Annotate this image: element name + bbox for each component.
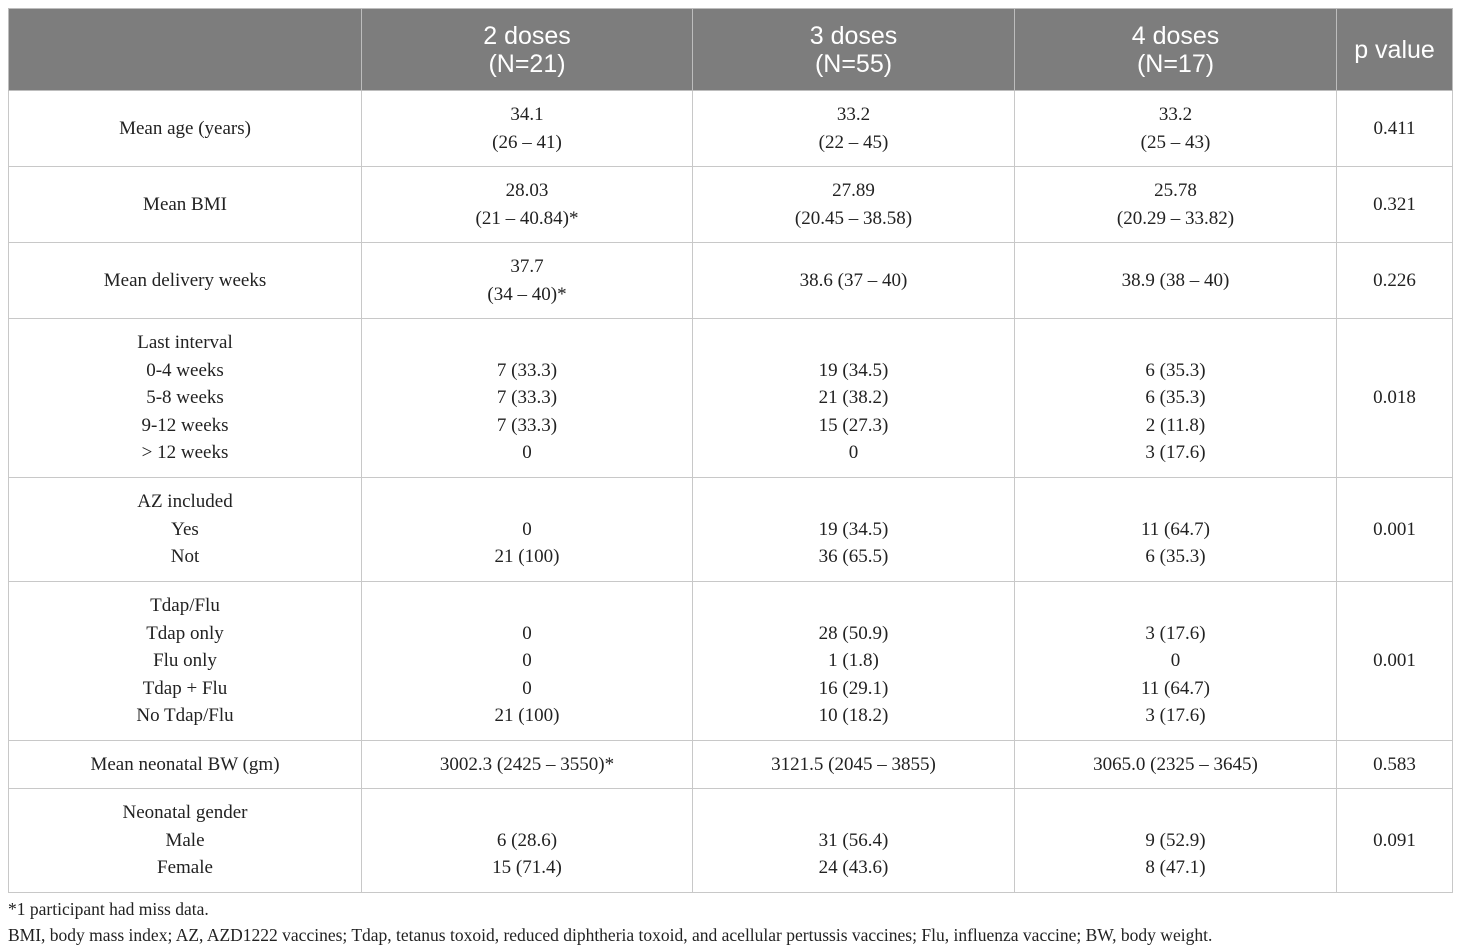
header-line: 2 doses [483,21,571,50]
cell-2-doses [362,478,693,582]
header-cell-2-doses [362,9,693,91]
cell-line: > 12 weeks [141,442,229,464]
cell-line: 0.001 [1373,650,1416,672]
cell-line: 19 (34.5) [818,518,889,540]
cell-line: (20.29 – 33.82) [1116,207,1235,229]
comparison-table-container [8,8,1452,893]
cell-line: 8 (47.1) [1145,857,1206,879]
cell-line: Mean delivery weeks [103,269,267,291]
cell-3-doses [693,243,1015,319]
cell-line: 33.2 [1158,103,1193,125]
cell-p-value [1337,741,1453,789]
cell-2-doses [362,582,693,741]
cell-line [362,592,692,620]
cell-p-value [1337,478,1453,582]
footnote-abbreviations: BMI, body mass index; AZ, AZD1222 vaccines; Tdap, tetanus toxoid, reduced diphtheria toxoid, and acellular pertussis vaccines; Flu, influenza vaccine; BW, body weight. [8,925,1213,945]
cell-line: 6 (28.6) [496,829,558,851]
cell-variable [9,243,362,319]
table-row [9,319,1453,478]
cell-line: 25.78 [1154,179,1197,201]
cell-line [1015,488,1336,516]
table-row [9,789,1453,893]
cell-p-value [1337,582,1453,741]
cell-line: Tdap only [146,622,224,644]
cell-line: 0.018 [1373,387,1416,409]
cell-variable [9,167,362,243]
cell-4-doses [1015,478,1337,582]
cell-variable [9,91,362,167]
cell-line: 34.1 [510,103,544,125]
header-cell-blank [9,9,362,91]
cell-line: AZ included [137,491,233,513]
cell-line: 33.2 [836,103,871,125]
cell-line: 9-12 weeks [141,414,229,436]
table-footnotes [8,896,1212,948]
cell-line: 0.001 [1373,518,1416,540]
cell-4-doses [1015,582,1337,741]
cell-line: 21 (100) [494,705,560,727]
cell-line: 7 (33.3) [496,387,558,409]
cell-line: Yes [171,518,199,540]
cell-line: (25 – 43) [1140,131,1211,153]
cell-line [362,799,692,827]
cell-2-doses [362,167,693,243]
cell-line: 0 [522,518,532,540]
cell-line: 0.583 [1373,753,1416,775]
cell-line: 28 (50.9) [818,622,889,644]
cell-variable [9,319,362,478]
table-row [9,582,1453,741]
cell-line: 7 (33.3) [496,359,558,381]
cell-line: (34 – 40)* [487,283,567,305]
cell-line: (20.45 – 38.58) [794,207,913,229]
cell-line: Neonatal gender [122,802,248,824]
cell-4-doses [1015,319,1337,478]
cell-line: 7 (33.3) [496,414,558,436]
cell-line: 0.091 [1373,829,1416,851]
cell-line: 3002.3 (2425 – 3550)* [439,753,615,775]
cell-3-doses [693,582,1015,741]
header-line: 4 doses [1131,21,1220,50]
table-row [9,167,1453,243]
cell-line: 19 (34.5) [818,359,889,381]
cell-line [1015,592,1336,620]
cell-3-doses [693,741,1015,789]
cell-4-doses [1015,243,1337,319]
table-row [9,243,1453,319]
cell-line: Male [165,829,205,851]
cell-3-doses [693,167,1015,243]
cell-line: 16 (29.1) [818,677,889,699]
cell-line: Mean neonatal BW (gm) [90,753,280,775]
cell-line: Tdap + Flu [142,677,228,699]
cell-line: 6 (35.3) [1145,359,1206,381]
cell-line: 11 (64.7) [1141,518,1210,540]
cell-line: Female [157,857,213,879]
cell-4-doses [1015,167,1337,243]
cell-line: 3 (17.6) [1145,705,1206,727]
cell-line: 15 (27.3) [818,414,889,436]
header-line: p value [1354,35,1435,64]
cell-line [693,799,1014,827]
footnote-missing-data: *1 participant had miss data. [8,899,209,919]
cell-line: 6 (35.3) [1145,546,1206,568]
cell-line: 28.03 [505,179,549,201]
cell-p-value [1337,91,1453,167]
cell-line: 1 (1.8) [828,650,879,672]
cell-line: 31 (56.4) [818,829,889,851]
cell-line: 2 (11.8) [1145,414,1206,436]
cell-line: 0-4 weeks [146,359,224,381]
cell-line: Not [170,546,200,568]
cell-p-value [1337,167,1453,243]
header-cell-3-doses [693,9,1015,91]
cell-line: 21 (38.2) [818,387,889,409]
header-line: (N=17) [1136,49,1215,78]
cell-p-value [1337,243,1453,319]
cell-line: Last interval [137,332,233,354]
cell-4-doses [1015,789,1337,893]
cell-line: 0 [522,677,532,699]
cell-line: 3 (17.6) [1145,622,1206,644]
cell-line: (21 – 40.84)* [475,207,579,229]
cell-line [693,592,1014,620]
cell-line: Mean age (years) [119,117,251,139]
cell-line: Tdap/Flu [150,595,220,617]
cell-line: 0 [522,650,532,672]
cell-line [1015,799,1336,827]
cell-line: 0 [1170,650,1181,672]
cell-line: 5-8 weeks [146,387,224,409]
cell-line: 15 (71.4) [492,857,562,879]
cell-line: (26 – 41) [492,131,562,153]
cell-3-doses [693,91,1015,167]
cell-line: 10 (18.2) [818,705,889,727]
cell-3-doses [693,319,1015,478]
cell-p-value [1337,789,1453,893]
cell-line: 3 (17.6) [1145,442,1206,464]
cell-line: 6 (35.3) [1145,387,1206,409]
cell-line: 38.9 (38 – 40) [1121,269,1230,291]
cell-variable [9,789,362,893]
table-row [9,741,1453,789]
cell-line [362,488,692,516]
cell-line [362,329,692,357]
cell-line: 0 [522,622,532,644]
header-line: 3 doses [809,21,898,50]
cell-line: 11 (64.7) [1141,677,1210,699]
table-row [9,91,1453,167]
cell-2-doses [362,319,693,478]
cell-line [1015,329,1336,357]
cell-variable [9,478,362,582]
cell-line: 36 (65.5) [818,546,889,568]
header-cell-p-value [1337,9,1453,91]
cell-2-doses [362,789,693,893]
cell-4-doses [1015,741,1337,789]
cell-2-doses [362,741,693,789]
cell-line: No Tdap/Flu [136,705,234,727]
cell-line [693,329,1014,357]
cell-line: 3065.0 (2325 – 3645) [1093,753,1258,775]
cell-2-doses [362,91,693,167]
cell-line: 0.321 [1373,193,1416,215]
cell-line: 0.411 [1373,117,1416,139]
comparison-table [8,8,1453,893]
cell-line: 0 [848,442,859,464]
cell-line: 21 (100) [494,546,560,568]
header-line: (N=55) [814,49,893,78]
cell-line: (22 – 45) [818,131,889,153]
cell-line [693,488,1014,516]
header-line: (N=21) [488,49,566,78]
header-cell-4-doses [1015,9,1337,91]
cell-4-doses [1015,91,1337,167]
cell-line: 3121.5 (2045 – 3855) [771,753,936,775]
table-body [9,91,1453,893]
cell-3-doses [693,789,1015,893]
cell-p-value [1337,319,1453,478]
header-row [9,9,1453,91]
cell-line: Flu only [153,650,217,672]
cell-variable [9,582,362,741]
cell-line: 37.7 [510,255,544,277]
cell-variable [9,741,362,789]
cell-3-doses [693,478,1015,582]
cell-line: 38.6 (37 – 40) [799,269,908,291]
cell-line: 24 (43.6) [818,857,889,879]
cell-line: Mean BMI [143,193,227,215]
cell-2-doses [362,243,693,319]
table-header [9,9,1453,91]
table-row [9,478,1453,582]
cell-line: 27.89 [832,179,875,201]
cell-line: 0 [522,442,532,464]
cell-line: 0.226 [1373,269,1416,291]
cell-line: 9 (52.9) [1145,829,1206,851]
